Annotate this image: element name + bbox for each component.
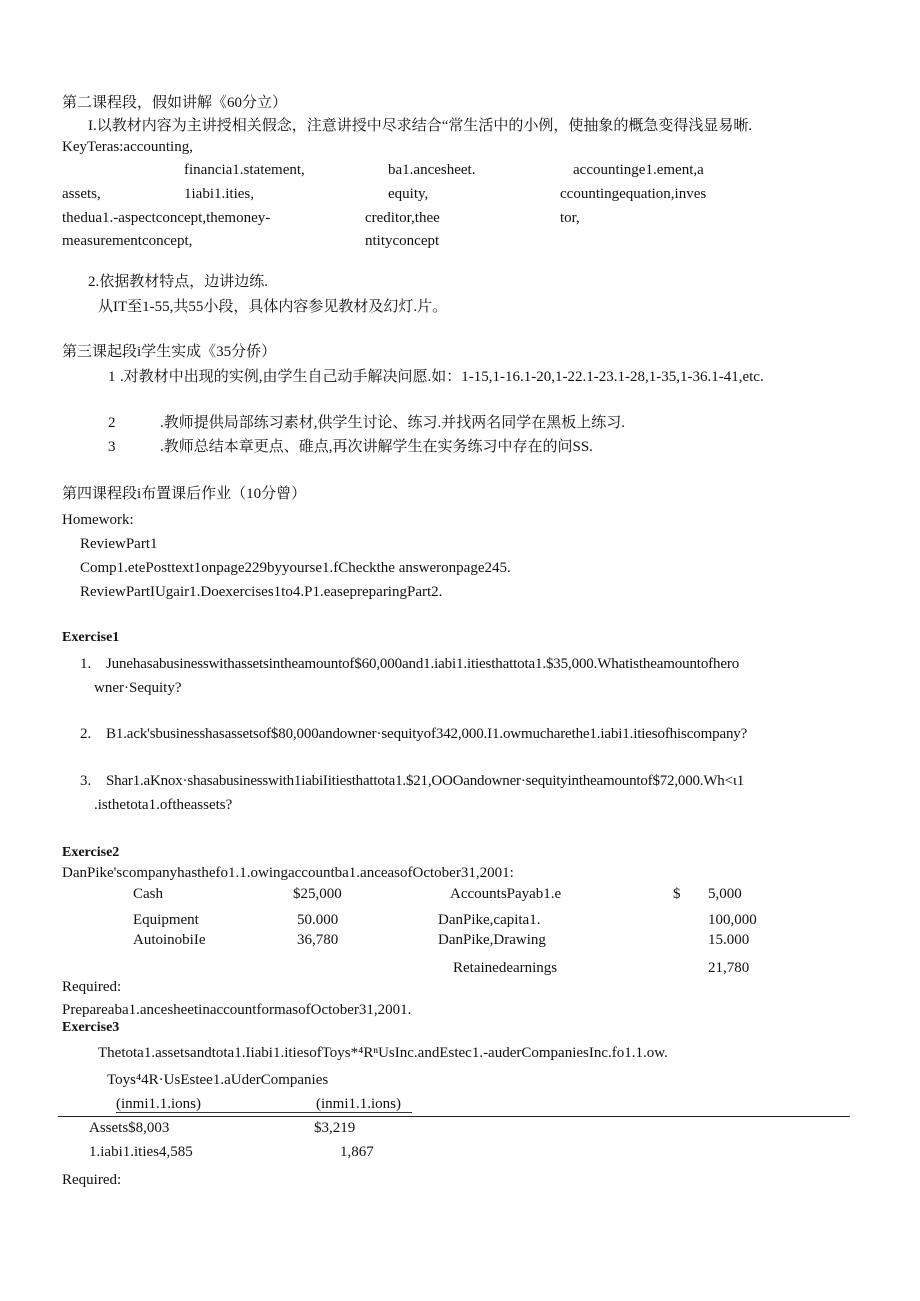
section2-item2-detail: 从IT至1-55,共55小段，具体内容参见教材及幻灯.片。 <box>98 299 448 315</box>
section3-item-text: .教师提供局部练习素材,供学生讨论、练习.并找两名同学在黑板上练习. <box>160 415 626 431</box>
account-name: Retainedearnings <box>453 960 558 976</box>
exercise1-item-text: Shar1.aKnox·shasabusinesswith1iabiIitiesthattota1.$21,OOOandowner·sequityintheamountof$72,000.Wh<ι1 <box>106 773 744 789</box>
account-value: 50.000 <box>297 912 339 928</box>
term-creditor: creditor,thee <box>365 210 440 226</box>
section2-item1: I.以教材内容为主讲授相关假念，注意讲授中尽求结合“常生活中的小例，使抽象的概急变得浅显易晰. <box>88 118 753 134</box>
exercise3-assets: Assets$8,003 <box>89 1120 170 1136</box>
account-name: AccountsPayab1.e <box>450 886 562 902</box>
section4-title: 第四课程段i布置课后作业（10分曾） <box>62 486 307 502</box>
exercise1-item-text-cont: .isthetota1.oftheassets? <box>94 797 233 813</box>
account-value: 5,000 <box>708 886 742 902</box>
section2-title: 第二课程段，假如讲解《60分立） <box>62 95 288 111</box>
exercise3-liabilities-value: 1,867 <box>340 1144 374 1160</box>
term-entity: ntityconcept <box>365 233 440 249</box>
section3-item-num: 2 <box>108 415 116 431</box>
account-name: AutoinobiIe <box>133 932 206 948</box>
exercise1-item-text-cont: wner·Sequity? <box>94 680 182 696</box>
homework-line: Comp1.etePosttext1onpage229byyourse1.fCheckthe answeronpage245. <box>80 560 511 576</box>
term-financial-statement: financia1.statement, <box>184 162 305 178</box>
term-equity: equity, <box>388 186 429 202</box>
section3-item-text: .对教材中出现的实例,由学生自己动手解决问愿.如：1-15,1-16.1-20,1-22.1-23.1-28,1-35,1-36.1-41,etc. <box>120 369 764 385</box>
account-name: DanPike,Drawing <box>438 932 546 948</box>
exercise1-item-num: 3. <box>80 773 92 789</box>
exercise1-item-num: 2. <box>80 726 92 742</box>
table-rule <box>58 1116 850 1117</box>
exercise3-col2-unit: (inmi1.1.ions) <box>316 1096 401 1112</box>
term-accounting-equation: ccountingequation,inves <box>560 186 707 202</box>
account-value: $25,000 <box>293 886 342 902</box>
term-balance-sheet: ba1.ancesheet. <box>388 162 476 178</box>
account-name: DanPike,capita1. <box>438 912 541 928</box>
section3-item-text: .教师总结本章更点、碓点,再次讲解学生在实务练习中存在的问SS. <box>160 439 593 455</box>
exercise2-required-text: Prepareaba1.ancesheetinaccountformasofOctober31,2001. <box>62 1002 412 1018</box>
exercise1-item-num: 1. <box>80 656 92 672</box>
exercise3-col1-unit: (inmi1.1.ions) <box>116 1096 201 1112</box>
section3-title: 第三课起段i学生实成《35分侨） <box>62 344 277 360</box>
homework-line: ReviewPart1 <box>80 536 158 552</box>
exercise3-table-header: Toys⁴4R·UsEstee1.aUderCompanies <box>107 1072 329 1088</box>
term-accounting-element: accountinge1.ement,a <box>573 162 704 178</box>
section3-item-num: 3 <box>108 439 116 455</box>
exercise1-title: Exercise1 <box>62 630 120 645</box>
exercise2-title: Exercise2 <box>62 845 120 860</box>
term-assets: assets, <box>62 186 101 202</box>
account-value: 15.000 <box>708 932 750 948</box>
term-dual-aspect: thedua1.-aspectconcept,themoney- <box>62 210 271 226</box>
account-name: Cash <box>133 886 163 902</box>
account-name: Equipment <box>133 912 199 928</box>
homework-line: ReviewPartIUgair1.Doexercises1to4.P1.easepreparingPart2. <box>80 584 443 600</box>
term-liabilities: 1iabi1.ities, <box>184 186 254 202</box>
exercise3-required-label: Required: <box>62 1172 122 1188</box>
exercise1-item-text: B1.ack'sbusinesshasassetsof$80,000andowner·sequityof342,000.I1.owmucharethe1.iabi1.itiesofhiscompany? <box>106 726 748 742</box>
exercise3-intro: Thetota1.assetsandtota1.Iiabi1.itiesofToys*⁴RⁿUsInc.andEstec1.-auderCompaniesInc.fo1.1.ow. <box>98 1045 668 1061</box>
exercise1-item-text: Junehasabusinesswithassetsintheamountof$60,000and1.iabi1.itiesthattota1.$35,000.Whatistheamountofhero <box>106 656 740 672</box>
exercise3-title: Exercise3 <box>62 1020 120 1035</box>
key-terms-label: KeyTeras:accounting, <box>62 139 193 155</box>
exercise2-intro: DanPike'scompanyhasthefo1.1.owingaccountba1.anceasofOctober31,2001: <box>62 865 514 881</box>
units-underline <box>116 1112 412 1113</box>
term-tor: tor, <box>560 210 580 226</box>
term-measurement: measurementconcept, <box>62 233 193 249</box>
account-value: 21,780 <box>708 960 750 976</box>
account-value: 100,000 <box>708 912 757 928</box>
exercise2-required-label: Required: <box>62 979 122 995</box>
account-value: 36,780 <box>297 932 339 948</box>
exercise3-liabilities: 1.iabi1.ities4,585 <box>89 1144 193 1160</box>
dollar-sign: $ <box>673 886 681 902</box>
section3-item-num: 1 <box>108 369 116 385</box>
homework-label: Homework: <box>62 512 134 528</box>
exercise3-assets-value: $3,219 <box>314 1120 356 1136</box>
section2-item2: 2.依据教材特点，边讲边练. <box>88 274 269 290</box>
